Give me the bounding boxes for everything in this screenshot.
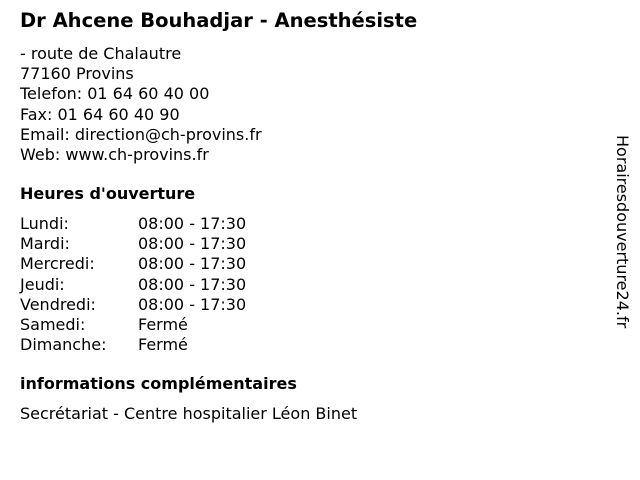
additional-info-text: Secrétariat - Centre hospitalier Léon Binet (20, 404, 358, 423)
brand-watermark-link[interactable]: Horairesdouverture24.fr (613, 135, 632, 329)
website-address: Web: www.ch-provins.fr (20, 145, 209, 165)
email-address: Email: direction@ch-provins.fr (20, 124, 262, 144)
time-value: 08:00 - 17:30 (138, 214, 247, 233)
hours-row-saturday (20, 315, 246, 335)
hours-row-friday (20, 295, 246, 315)
time-value: 08:00 - 17:30 (138, 294, 247, 314)
day-label: Lundi: (20, 214, 69, 233)
fax-number: Fax: 01 64 60 40 90 (20, 104, 180, 124)
additional-info-heading: informations complémentaires (20, 374, 297, 393)
day-label: Vendredi: (20, 294, 96, 314)
hours-row-monday (20, 214, 246, 234)
contact-block (20, 44, 262, 165)
time-value: Fermé (138, 315, 188, 335)
opening-hours-table (20, 214, 246, 355)
day-label: Dimanche: (20, 335, 107, 355)
hours-row-wednesday (20, 254, 246, 274)
time-value: 08:00 - 17:30 (138, 234, 247, 254)
hours-row-tuesday (20, 234, 246, 254)
day-label: Samedi: (20, 315, 86, 335)
day-label: Mardi: (20, 234, 70, 254)
page-title: Dr Ahcene Bouhadjar - Anesthésiste (20, 9, 418, 32)
time-value: 08:00 - 17:30 (138, 254, 247, 274)
time-value: 08:00 - 17:30 (138, 274, 247, 294)
address-street: - route de Chalautre (20, 44, 182, 63)
day-label: Mercredi: (20, 254, 95, 274)
address-city: 77160 Provins (20, 64, 134, 84)
time-value: Fermé (138, 335, 188, 355)
day-label: Jeudi: (20, 274, 65, 294)
opening-hours-heading: Heures d'ouverture (20, 184, 196, 203)
hours-row-sunday (20, 335, 246, 355)
hours-row-thursday (20, 275, 246, 295)
phone-number: Telefon: 01 64 60 40 00 (20, 84, 210, 104)
